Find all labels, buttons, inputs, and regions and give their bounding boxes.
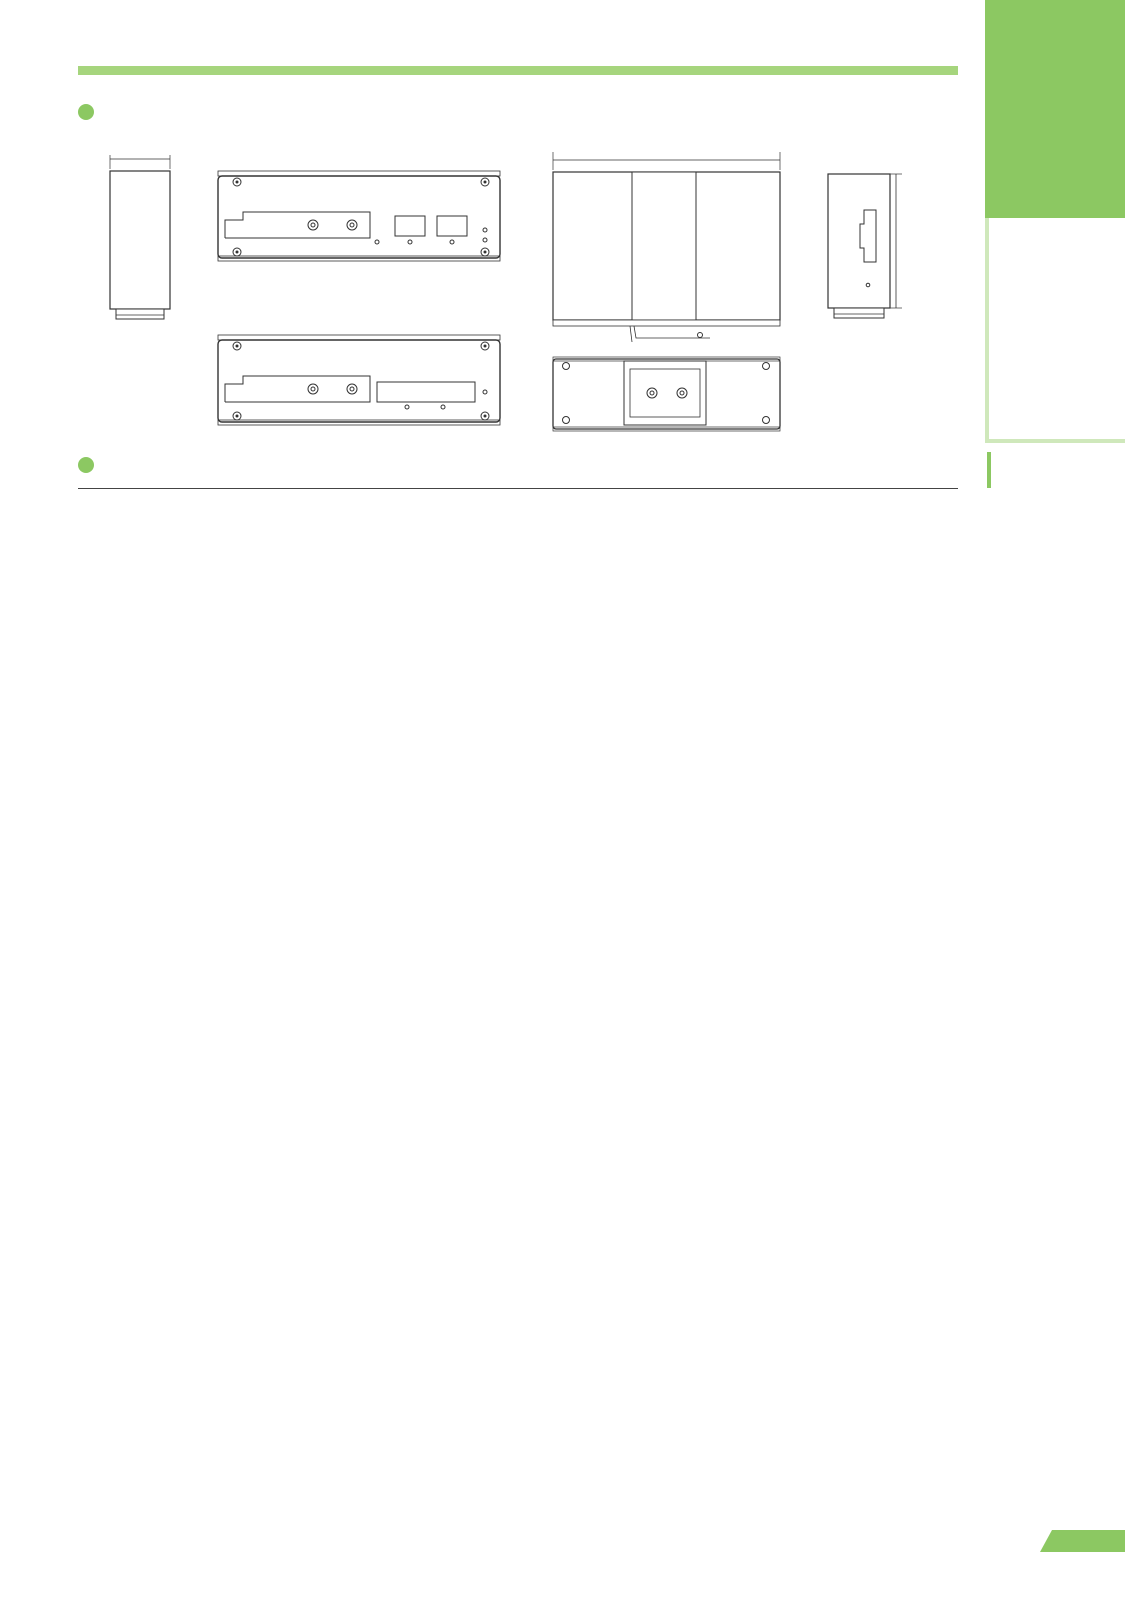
bullet-icon: [78, 457, 94, 473]
classification-bar: [987, 452, 991, 488]
bullet-icon: [78, 104, 94, 120]
front-view-drawing-a: [215, 168, 505, 268]
top-accent-bar: [78, 66, 958, 75]
bottom-view-drawing: [550, 355, 790, 435]
page-number-box: [1040, 1530, 1125, 1552]
front-view-drawing-b: [215, 332, 505, 432]
sidebar-secondary-block: [985, 218, 1125, 443]
dimensions-heading: [78, 104, 112, 124]
side-view-drawing: [100, 155, 180, 330]
software-heading: [78, 457, 112, 477]
end-view-drawing: [824, 168, 914, 328]
sidebar-header-block: [985, 0, 1125, 218]
table-top-rule: [78, 488, 958, 489]
top-view-drawing: [550, 152, 790, 342]
